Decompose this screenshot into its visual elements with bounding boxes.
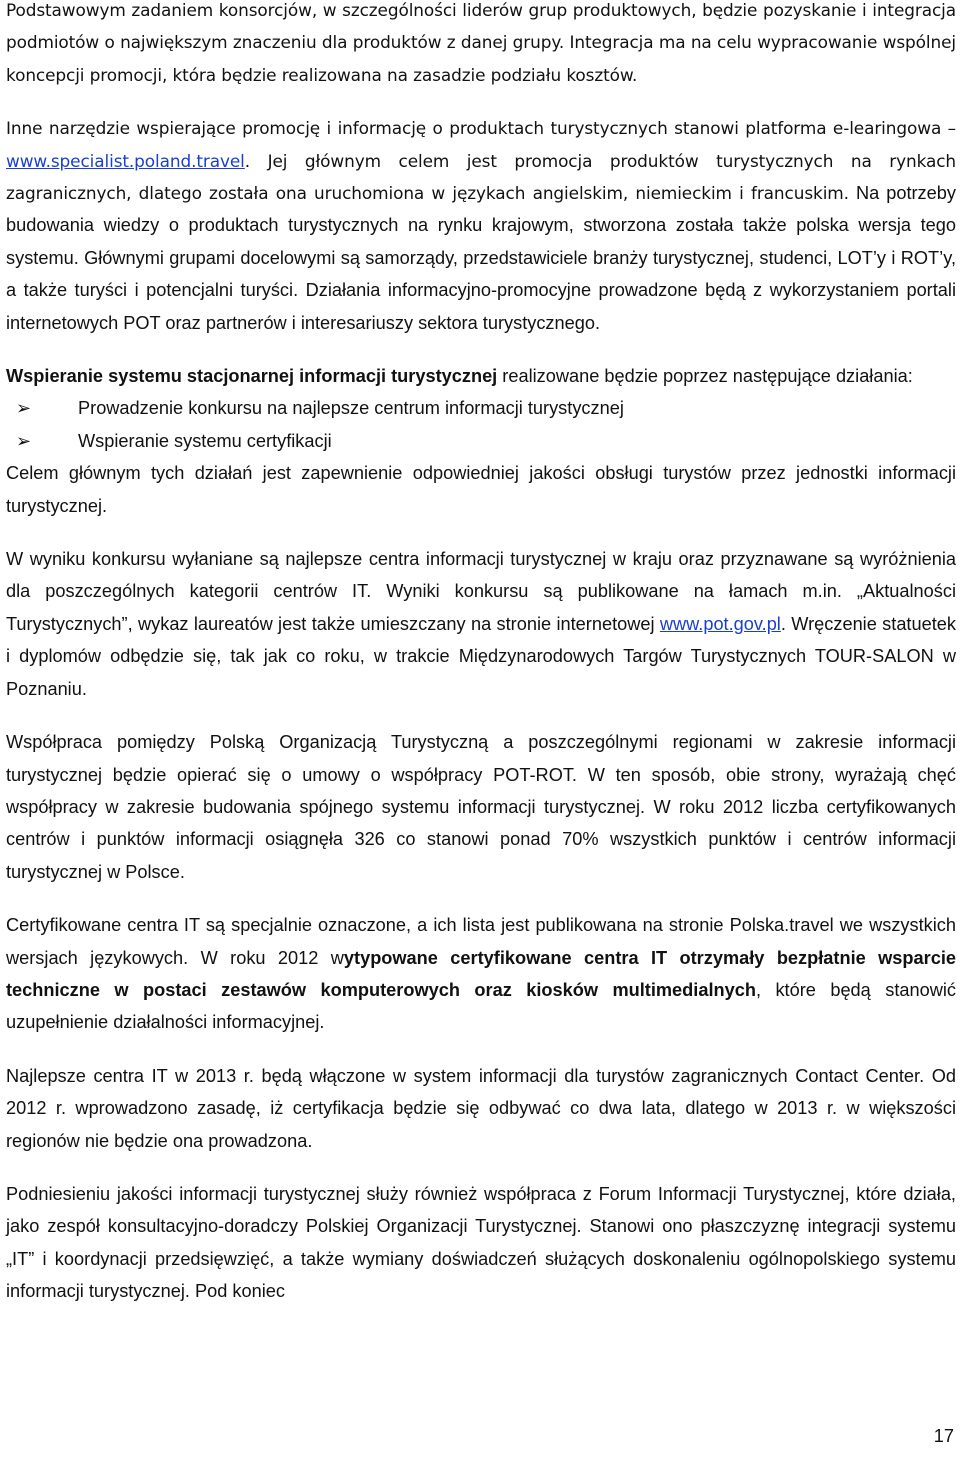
paragraph-forum <box>6 1178 956 1308</box>
list-item-text: Wspieranie systemu certyfikacji <box>78 430 332 451</box>
paragraph-main-goal <box>6 457 956 522</box>
paragraph-consortia-text: Podstawowym zadaniem konsorcjów, w szczególności liderów grup produktowych, będzie pozyskanie i integracja podmiotów o największym znaczeniu dla produktów z danej grupy. Integracja ma na celu wypracowanie wspólnej koncepcji promocji, która będzie realizowana na zasadzie podziału kosztów. <box>6 0 956 85</box>
paragraph-certified-centers <box>6 909 956 1039</box>
arrow-bullet-icon: ➢ <box>16 430 32 451</box>
list-item <box>6 392 956 424</box>
paragraph-stationary-info <box>6 360 956 392</box>
paragraph-elearning-intro: Inne narzędzie wspierające promocję i informację o produktach turystycznych stanowi platforma e-learingowa – <box>6 118 956 139</box>
activities-list <box>6 392 956 457</box>
arrow-bullet-icon: ➢ <box>16 398 32 419</box>
paragraph-elearning-platform <box>6 112 956 339</box>
paragraph-certified-intro: Certyfikowane centra IT są specjalnie oznaczone, a ich lista jest publikowana na stronie Polska.travel we wszystkich wersjach językowych. W roku 2012 w <box>6 915 956 968</box>
page-number: 17 <box>933 1426 954 1446</box>
paragraph-contest <box>6 543 956 705</box>
paragraph-contest-outro: . Wręczenie statuetek i dyplomów odbędzie się, tak jak co roku, w trakcie Międzynarodowych Targów Turystycznych TOUR-SALON w Poznaniu. <box>6 613 956 699</box>
paragraph-contest-intro: W wyniku konkursu wyłaniane są najlepsze centra informacji turystycznej w kraju oraz przyznawane są wyróżnienia dla poszczególnych kategorii centrów IT. Wyniki konkursu są publikowane na łamach m.in. „Aktualności Turystycznych”, wykaz laureatów jest także umieszczany na stronie internetowej <box>6 549 956 634</box>
paragraph-certified-highlight: ytypowane certyfikowane centra IT otrzymały bezpłatnie wsparcie techniczne w postaci zestawów komputerowych oraz kiosków multimedialnych <box>6 947 956 1000</box>
paragraph-consortia <box>6 0 956 91</box>
list-item-text: Prowadzenie konkursu na najlepsze centrum informacji turystycznej <box>78 398 624 419</box>
pot-gov-pl-link[interactable]: www.pot.gov.pl <box>659 613 781 634</box>
paragraph-cooperation-text: Współpraca pomiędzy Polską Organizacją Turystyczną a poszczególnymi regionami w zakresie informacji turystycznej będzie opierać się o umowy o współpracy POT-ROT. W ten sposób, obie strony, wyrażają chęć współpracy w zakresie budowania spójnego systemu informacji turystycznej. W roku 2012 liczba certyfikowanych centrów i punktów informacji osiągnęła 326 co stanowi ponad 70% wszystkich punktów i centrów informacji turystycznej w Polsce. <box>6 732 956 882</box>
list-item <box>6 425 956 457</box>
paragraph-main-goal-text: Celem głównym tych działań jest zapewnienie odpowiedniej jakości obsługi turystów przez jednostki informacji turystycznej. <box>6 463 956 516</box>
stationary-info-heading: Wspieranie systemu stacjonarnej informacji turystycznej <box>6 366 498 387</box>
paragraph-certified-outro: , które będą stanowić uzupełnienie działalności informacyjnej. <box>6 979 956 1033</box>
document-page <box>6 0 956 1329</box>
paragraph-best-centers <box>6 1060 956 1157</box>
paragraph-elearning-rest: Na potrzeby budowania wiedzy o produktach turystycznych na rynku krajowym, stworzona została także polska wersja tego systemu. Głównymi grupami docelowymi są samorządy, przedstawiciele branży turystycznej, studenci, LOT’y i ROT’y, a także turyści i potencjalni turyści. Działania informacyjno-promocyjne prowadzone będą z wykorzystaniem portali internetowych POT oraz partnerów i interesariuszy sektora turystycznego. <box>6 183 956 333</box>
stationary-info-text: realizowane będzie poprzez następujące działania: <box>497 366 913 387</box>
paragraph-elearning-goal: . Jej głównym celem jest promocja produktów turystycznych na rynkach zagranicznych, dlatego została ona uruchomiona w językach angielskim, niemieckim i francuskim. <box>6 150 956 204</box>
paragraph-cooperation <box>6 726 956 888</box>
specialist-poland-travel-link[interactable]: www.specialist.poland.travel <box>6 150 245 171</box>
paragraph-best-centers-text: Najlepsze centra IT w 2013 r. będą włączone w system informacji dla turystów zagranicznych Contact Center. Od 2012 r. wprowadzono zasadę, iż certyfikacja będzie się odbywać co dwa lata, dlatego w 2013 r. w większości regionów nie będzie ona prowadzona. <box>6 1065 956 1151</box>
paragraph-forum-text: Podniesieniu jakości informacji turystycznej służy również współpraca z Forum Informacji Turystycznej, które działa, jako zespół konsultacyjno-doradczy Polskiej Organizacji Turystycznej. Stanowi ono płaszczyznę integracji systemu „IT” i koordynacji przedsięwzięć, a także wymiany doświadczeń służących doskonaleniu ogólnopolskiego systemu informacji turystycznej. Pod koniec <box>6 1183 956 1302</box>
